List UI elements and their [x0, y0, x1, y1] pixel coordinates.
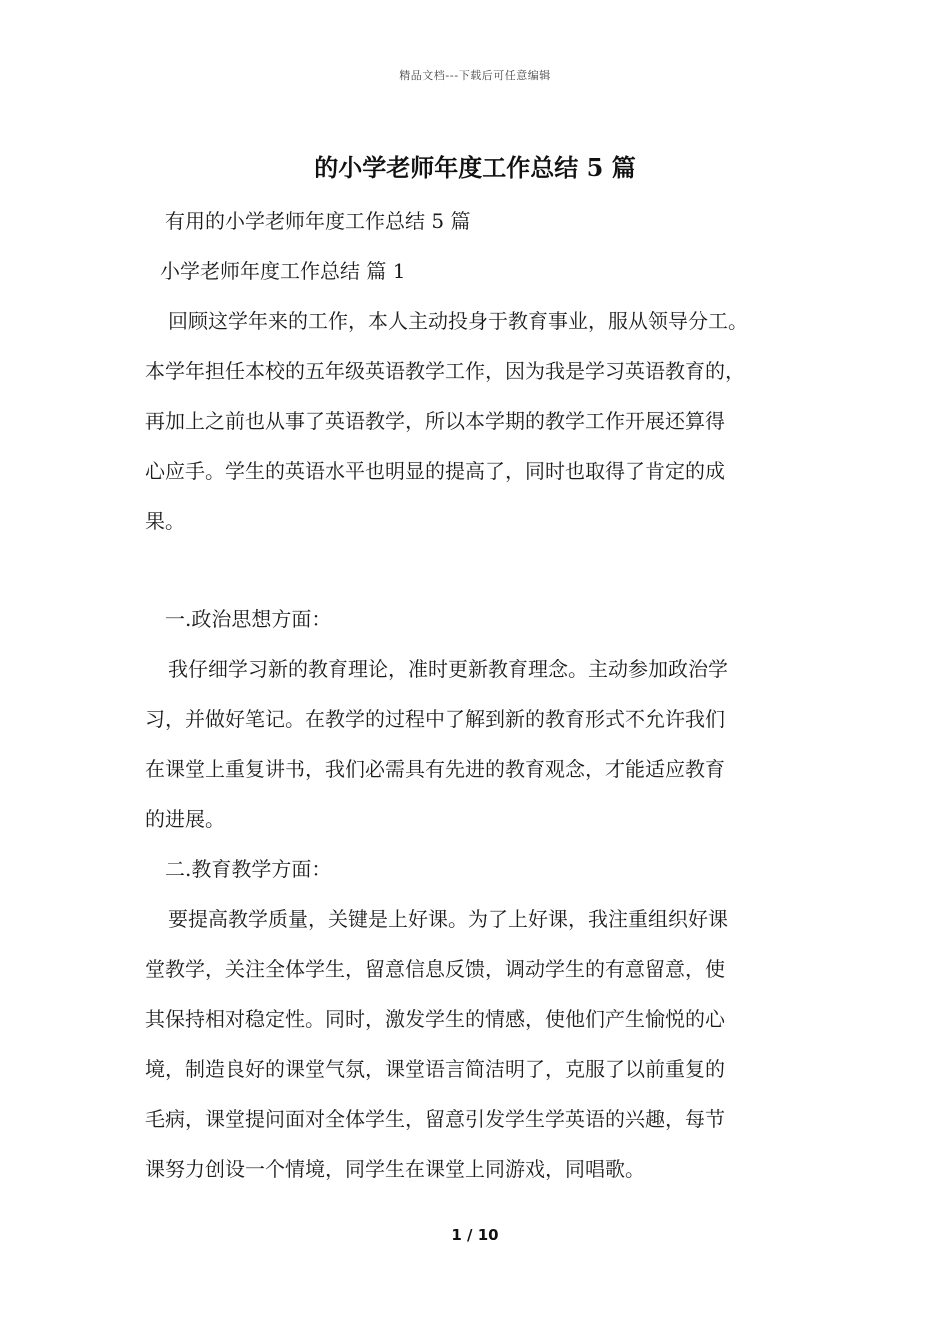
paragraph-line: 回顾这学年来的工作，本人主动投身于教育事业，服从领导分工。: [168, 309, 748, 333]
paragraph-line: 习，并做好笔记。在教学的过程中了解到新的教育形式不允许我们: [145, 707, 725, 731]
section-heading-politics: 一.政治思想方面：: [165, 607, 332, 631]
page-header: 精品文档---下载后可任意编辑: [399, 69, 551, 82]
paragraph-line: 堂教学，关注全体学生，留意信息反馈，调动学生的有意留意，使: [145, 957, 725, 981]
paragraph-line: 境，制造良好的课堂气氛，课堂语言简洁明了，克服了以前重复的: [145, 1057, 725, 1081]
page-number: 1 / 10: [451, 1226, 499, 1244]
paragraph-line: 的进展。: [145, 807, 225, 831]
section-heading-teaching: 二.教育教学方面：: [165, 857, 332, 881]
paragraph-line: 我仔细学习新的教育理论，准时更新教育理念。主动参加政治学: [168, 657, 728, 681]
paragraph-line: 其保持相对稳定性。同时，激发学生的情感，使他们产生愉悦的心: [145, 1007, 725, 1031]
paragraph-line: 果。: [145, 509, 185, 533]
paragraph-line: 在课堂上重复讲书，我们必需具有先进的教育观念，才能适应教育: [145, 757, 725, 781]
subtitle: 有用的小学老师年度工作总结 5 篇: [165, 209, 471, 233]
document-title: 的小学老师年度工作总结 5 篇: [314, 153, 636, 182]
paragraph-line: 要提高教学质量，关键是上好课。为了上好课，我注重组织好课: [168, 907, 728, 931]
paragraph-line: 本学年担任本校的五年级英语教学工作，因为我是学习英语教育的，: [145, 359, 745, 383]
section-heading: 小学老师年度工作总结 篇 1: [160, 259, 406, 283]
paragraph-line: 再加上之前也从事了英语教学，所以本学期的教学工作开展还算得: [145, 409, 725, 433]
paragraph-line: 毛病，课堂提问面对全体学生，留意引发学生学英语的兴趣，每节: [145, 1107, 725, 1131]
paragraph-line: 课努力创设一个情境，同学生在课堂上同游戏，同唱歌。: [145, 1157, 645, 1181]
paragraph-line: 心应手。学生的英语水平也明显的提高了，同时也取得了肯定的成: [145, 459, 725, 483]
